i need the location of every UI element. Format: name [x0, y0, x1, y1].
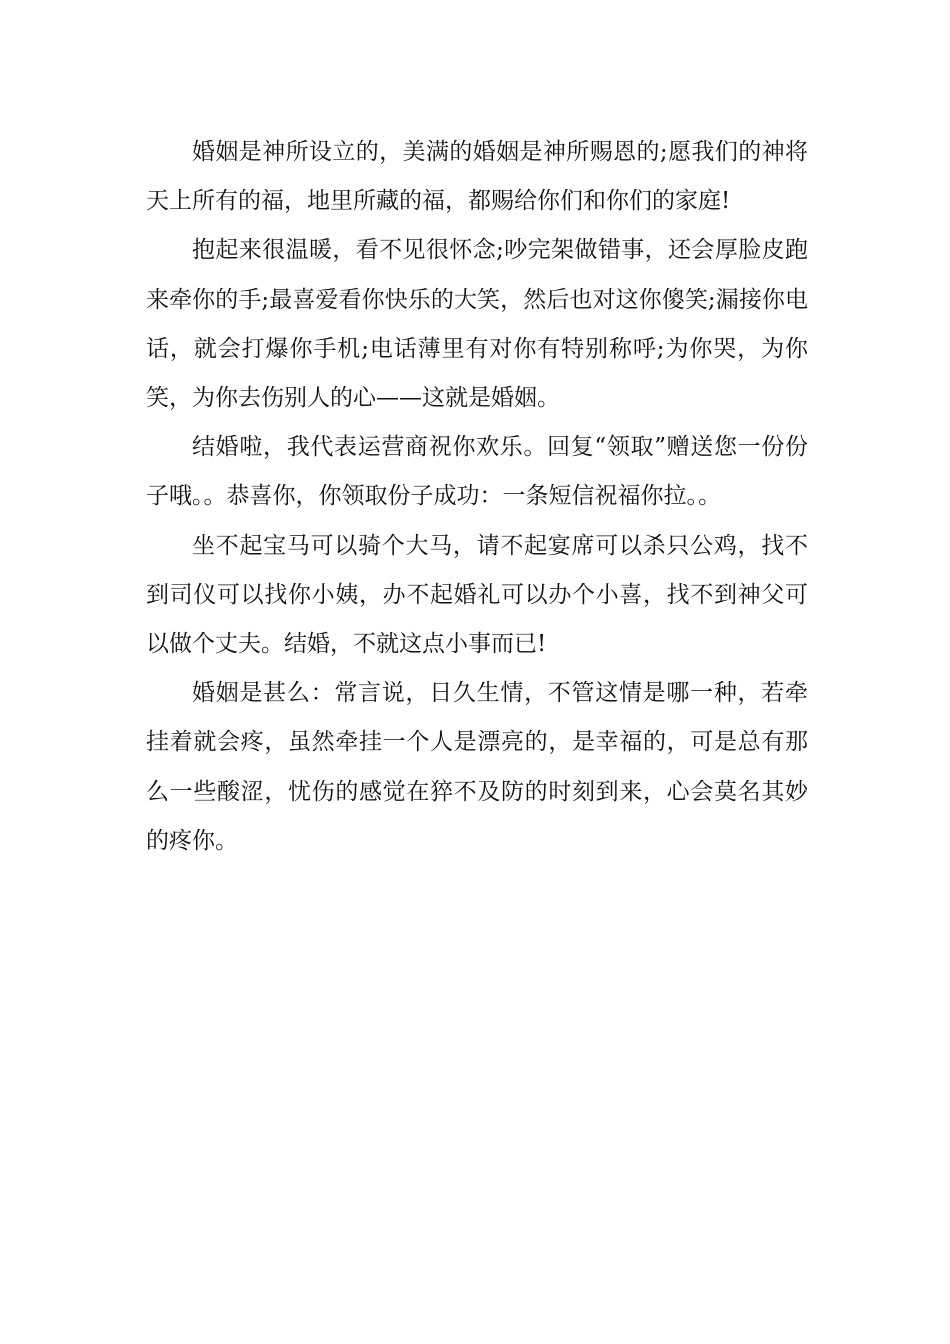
- paragraph-simple-wedding: 坐不起宝马可以骑个大马，请不起宴席可以杀只公鸡，找不到司仪可以找你小姨，办不起婚礼可以办个小喜，找不到神父可以做个丈夫。结婚，不就这点小事而已!: [146, 532, 808, 658]
- paragraph-operator-greeting: 结婚啦，我代表运营商祝你欢乐。回复“领取”赠送您一份份子哦。。恭喜你，你领取份子成功：一条短信祝福你拉。。: [146, 434, 808, 510]
- document-body: [146, 128, 808, 866]
- paragraph-marriage-blessing: 婚姻是神所设立的，美满的婚姻是神所赐恩的;愿我们的神将天上所有的福，地里所藏的福，都赐给你们和你们的家庭!: [146, 139, 808, 215]
- paragraph-what-is-marriage: 婚姻是甚么：常言说，日久生情，不管这情是哪一种，若牵挂着就会疼，虽然牵挂一个人是漂亮的，是幸福的，可是总有那么一些酸涩，忧伤的感觉在猝不及防的时刻到来，心会莫名其妙的疼你。: [146, 680, 808, 854]
- paragraph-warm-embrace: 抱起来很温暖，看不见很怀念;吵完架做错事，还会厚脸皮跑来牵你的手;最喜爱看你快乐的大笑，然后也对这你傻笑;漏接你电话，就会打爆你手机;电话薄里有对你有特别称呼;为你哭，为你笑，为你去伤别人的心——这就是婚姻。: [146, 237, 808, 412]
